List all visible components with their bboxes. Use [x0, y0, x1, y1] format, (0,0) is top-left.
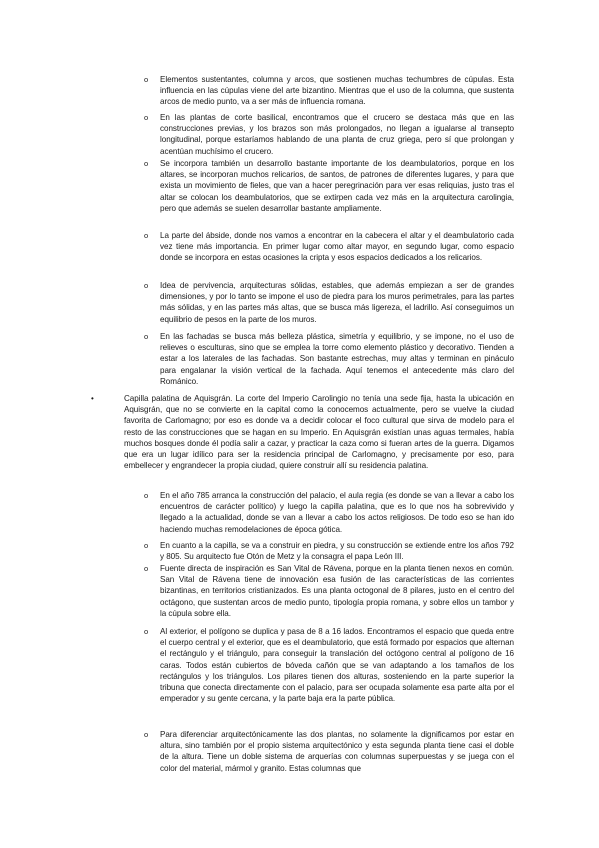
- list-item-text: Fuente directa de inspiración es San Vital de Rávena, porque en la planta tienen nexos en común. San Vital de Rávena tiene de innovación esa fusión de las características de las corrientes bizantinas, en territorios cristianizados. Es una planta octogonal de 8 pilares, justo en el centro del octágono, que sustentan arcos de medio punto, tipología propia romana, y sobre ellos un tambor y la cúpula sobre ella.: [160, 564, 514, 618]
- list-item-text: Al exterior, el polígono se duplica y pasa de 8 a 16 lados. Encontramos el espacio que queda entre el cuerpo central y el exterior, que es el deambulatorio, que está formado por espacios que alternan el rectángulo y el triángulo, para conseguir la translación del octógono central al polígono de 16 caras. Todos están cubiertos de bóveda cañón que se van adaptando a los tamaños de los rectángulos y los triángulos. Los pilares tienen dos alturas, sosteniendo en la parte superior la tribuna que conecta directamente con el palacio, para ser ocupada solamente esa parte alta por el emperador y su gente cercana, y la parte baja era la parte pública.: [160, 627, 514, 704]
- bullet-circle-icon: o: [144, 332, 149, 341]
- main-list-item-text: Capilla palatina de Aquisgrán. La corte del Imperio Carolingio no tenía una sede fija, hasta la ubicación en Aquisgrán, que no se convierte en la capital como la conocemos actualmente, pero se vuelve la ciudad favorita de Carlomagno; por eso es donde va a decidir colocar el foco cultural que sirva de modelo para el resto de las construcciones que se hagan en su Imperio. En Aquisgrán existían unas aguas termales, había muchos bosques donde él podía salir a cazar, y practicar la caza como si fueran artes de la guerra. Digamos que era un lugar idílico para ser la residencia principal de Carlomagno, y precisamente por eso, para embellecer y engrandecer la propia ciudad, quiere construir allí su residencia palatina.: [124, 394, 514, 471]
- list-item-text: Se incorpora también un desarrollo bastante importante de los deambulatorios, porque en los altares, se incorporan muchos relicarios, de santos, de patrones de diferentes lugares, y para que exista un movimiento de fieles, que van a hacer peregrinación para ver esas reliquias, justo tras el altar se colocan los deambulatorios, que se extirpen cada vez más en la arquitectura carolingia, pero que además se suelen desarrollar bastante ampliamente.: [160, 159, 514, 213]
- bullet-circle-icon: o: [144, 113, 149, 122]
- list-item: [144, 729, 514, 774]
- list-item-text: En cuanto a la capilla, se va a construir en piedra, y su construcción se extiende entre los años 792 y 805. Su arquitecto fue Otón de Metz y la consagra el papa León III.: [160, 541, 514, 562]
- list-item-text: En el año 785 arranca la construcción del palacio, el aula regia (es donde se van a llevar a cabo los encuentros de carácter político) y luego la capilla palatina, que es lo que nos ha sobrevivido y llegado a la actualidad, donde se van a llevar a cabo los actos religiosos. De todo eso se han ido haciendo muchas remodelaciones de época gótica.: [160, 491, 514, 534]
- list-item: [144, 230, 514, 264]
- main-list-item: [91, 393, 514, 471]
- list-item: [144, 540, 514, 562]
- bullet-circle-icon: o: [144, 541, 149, 550]
- bullet-circle-icon: o: [144, 231, 149, 240]
- list-item-text: Elementos sustentantes, columna y arcos, que sostienen muchas techumbres de cúpulas. Esta influencia en las cúpulas viene del arte bizantino. Mientras que el uso de la columna, que sustenta arcos de medio punto, va a ser más de influencia romana.: [160, 75, 514, 107]
- list-item-text: En las plantas de corte basilical, encontramos que el crucero se destaca más que en las construcciones previas, y los brazos son más prolongados, no llegan a igualarse al transepto longitudinal, porque estaríamos hablando de una planta de cruz griega, pero sí que prolongan y acentúan muchísimo el crucero.: [160, 113, 514, 156]
- list-item: [144, 331, 514, 387]
- list-item: [144, 563, 514, 619]
- bullet-circle-icon: o: [144, 159, 149, 168]
- list-item-text: Idea de pervivencia, arquitecturas sólidas, estables, que además empiezan a ser de grandes dimensiones, y por lo tanto se impone el uso de piedra para los muros perimetrales, para las partes más sólidas, y en las partes más altas, que se busca más ligereza, el ladrillo. Así conseguimos un equilibrio de pesos en la parte de los muros.: [160, 281, 514, 324]
- bullet-circle-icon: o: [144, 491, 149, 500]
- list-item: [144, 280, 514, 325]
- bullet-dot-icon: •: [91, 394, 94, 403]
- bullet-circle-icon: o: [144, 730, 149, 739]
- bullet-circle-icon: o: [144, 564, 149, 573]
- list-item-text: Para diferenciar arquitectónicamente las dos plantas, no solamente la dignificamos por estar en altura, sino también por el propio sistema arquitectónico y esta segunda planta tiene casi el doble de la altura. Tiene un doble sistema de arquerías con columnas superpuestas y se juega con el color del material, mármol y granito. Estas columnas que: [160, 730, 514, 773]
- list-item: [144, 112, 514, 157]
- list-item: [144, 158, 514, 214]
- list-item: [144, 490, 514, 535]
- list-item: [144, 626, 514, 704]
- list-item-text: La parte del ábside, donde nos vamos a encontrar en la cabecera el altar y el deambulatorio cada vez tiene más importancia. En primer lugar como altar mayor, en segundo lugar, como espacio donde se incorpora en estas ocasiones la cripta y esos espacios dedicados a los relicarios.: [160, 231, 514, 263]
- list-item-text: En las fachadas se busca más belleza plástica, simetría y equilibrio, y se impone, no el uso de relieves o esculturas, sino que se emplea la torre como elemento plástico y decorativo. Tienden a estar a los laterales de las fachadas. Son bastante estrechas, muy altas y terminan en pináculo para engalanar la visión vertical de la fachada. Aquí tenemos el antecedente más claro del Románico.: [160, 332, 514, 386]
- bullet-circle-icon: o: [144, 627, 149, 636]
- bullet-circle-icon: o: [144, 281, 149, 290]
- list-item: [144, 74, 514, 108]
- bullet-circle-icon: o: [144, 75, 149, 84]
